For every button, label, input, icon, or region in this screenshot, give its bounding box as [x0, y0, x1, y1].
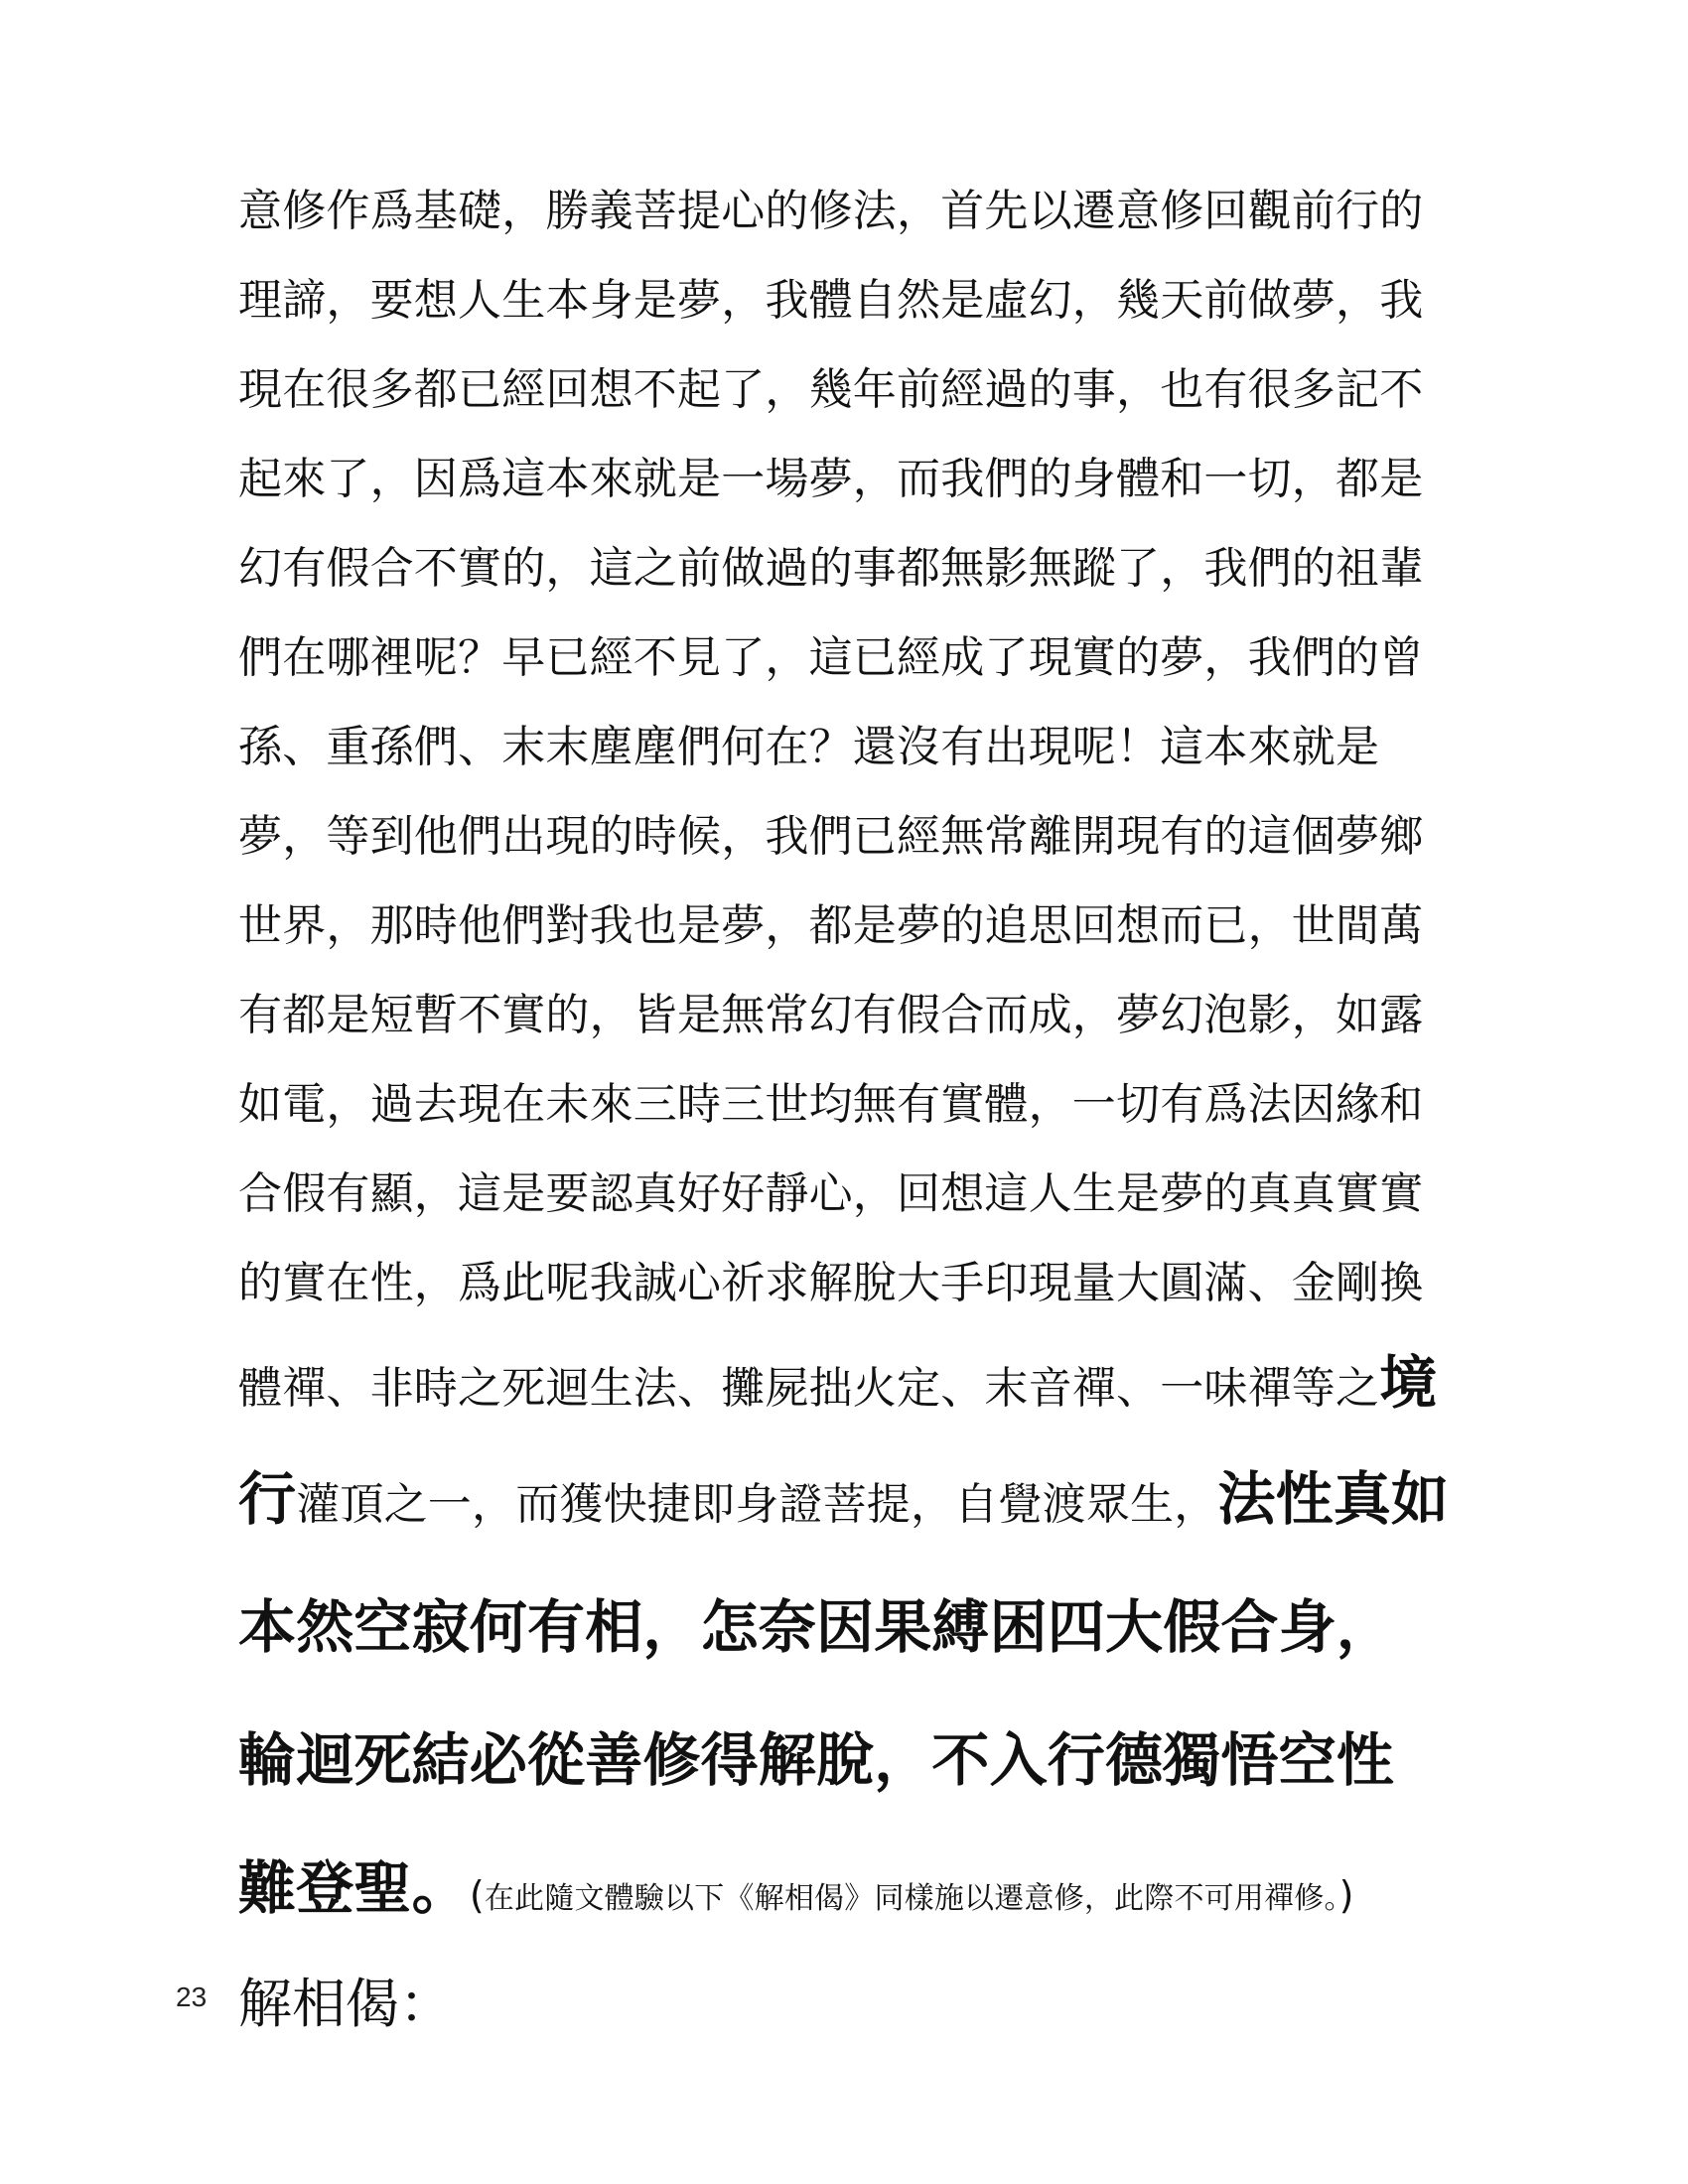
text-line-11: 如電，過去現在未來三時三世均無有實體，一切有爲法因緣和: [238, 1079, 1424, 1130]
text-line-4: 起來了，因爲這本來就是一場夢，而我們的身體和一切，都是: [238, 454, 1424, 504]
text-line-14: [238, 1328, 1499, 1437]
note-paren-close: ): [1338, 1873, 1354, 1917]
text-line-3: 現在很多都已經回想不起了，幾年前經過的事，也有很多記不: [238, 364, 1424, 415]
text-line-10: 有都是短暫不實的，皆是無常幻有假合而成，夢幻泡影，如露: [238, 990, 1424, 1040]
verse-line-1: 本然空寂何有相，怎奈因果縛困四大假合身，: [238, 1593, 1395, 1661]
text-line-8: 夢，等到他們出現的時候，我們已經無常離開現有的這個夢鄉: [238, 811, 1424, 862]
note-paren-open: (: [469, 1873, 485, 1917]
annotation-note: 在此隨文體驗以下《解相偈》同樣施以遷意修，此際不可用禪修。: [484, 1881, 1339, 1916]
text-line-1: 意修作爲基礎，勝義菩提心的修法，首先以遷意修回觀前行的: [238, 186, 1424, 236]
text-line-15: [238, 1437, 1499, 1561]
text-line-12: 合假有顯，這是要認真好好靜心，回想這人生是夢的真真實實: [238, 1168, 1424, 1219]
text-line-7: 孫、重孫們、末末塵塵們何在？還沒有出現呢！這本來就是: [238, 722, 1380, 772]
verse-ending: 難登聖。: [238, 1854, 470, 1922]
text-line-15-bold-start: 行: [238, 1465, 297, 1533]
text-line-13: 的實在性，爲此呢我誠心祈求解脫大手印現量大圓滿、金剛換: [238, 1258, 1424, 1308]
text-line-18: [238, 1827, 1499, 1950]
text-line-15-normal: 灌頂之一，而獲快捷即身證菩提，自覺渡眾生，: [296, 1479, 1218, 1530]
verse-line-2: 輪迴死結必從善修得解脫，不入行德獨悟空性: [238, 1726, 1395, 1794]
text-line-14-normal: 體禪、非時之死迴生法、攤屍拙火定、末音禪、一味禪等之: [238, 1363, 1380, 1414]
text-line-15-bold-end: 法性真如: [1217, 1465, 1450, 1533]
text-line-5: 幻有假合不實的，這之前做過的事都無影無蹤了，我們的祖輩: [238, 543, 1424, 594]
text-line-9: 世界，那時他們對我也是夢，都是夢的追思回想而已，世間萬: [238, 900, 1424, 951]
text-line-14-bold: 境: [1379, 1349, 1438, 1417]
section-heading: 解相偈：: [238, 1973, 453, 2035]
text-line-6: 們在哪裡呢？早已經不見了，這已經成了現實的夢，我們的曾: [238, 632, 1424, 683]
page-number: 23: [176, 1981, 208, 2012]
text-line-2: 理諦，要想人生本身是夢，我體自然是虛幻，幾天前做夢，我: [238, 275, 1424, 326]
body-text: [238, 167, 1499, 2059]
